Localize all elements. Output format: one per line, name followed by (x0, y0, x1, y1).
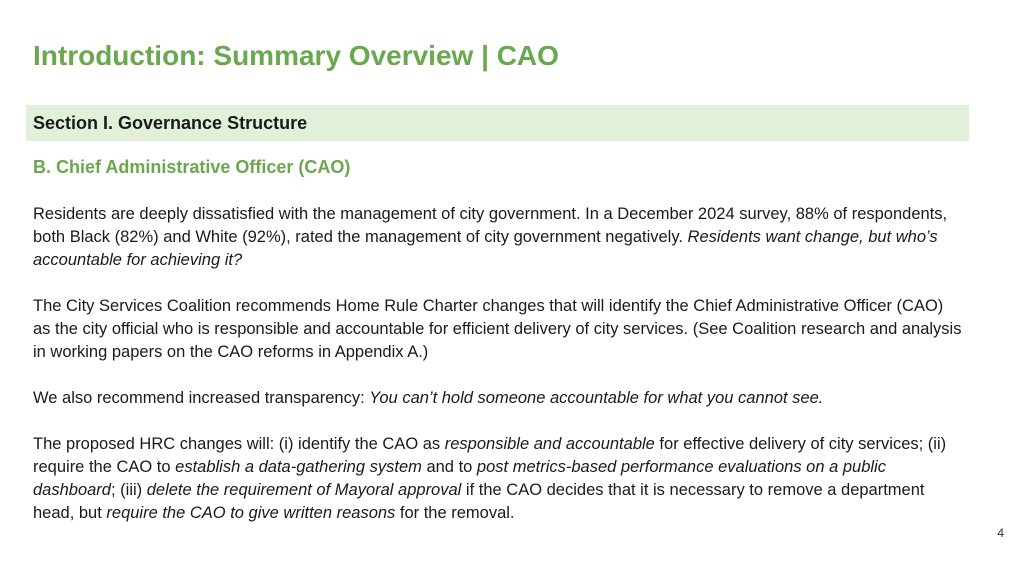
text-run: Residents are deeply dissatisfied with the management of city government. In a December 2024 survey, 88% of respondents, both Black (82%) and White (92%), rated the management of city government negatively. (33, 205, 948, 246)
subsection-heading: B. Chief Administrative Officer (CAO) (33, 157, 351, 177)
section-header-bar (26, 105, 969, 141)
emphasis-text: You can’t hold someone accountable for what you cannot see. (369, 389, 824, 407)
section-header-label: Section I. Governance Structure (33, 112, 308, 133)
page-number: 4 (997, 526, 1004, 540)
emphasis-text: require the CAO to give written reasons (106, 504, 396, 522)
emphasis-text: post metrics-based performance evaluations on a public dashboard (33, 458, 886, 499)
emphasis-text: Residents want change, but who’s accountable for achieving it? (33, 228, 938, 269)
paragraph-survey (33, 203, 963, 272)
emphasis-text: delete the requirement of Mayoral approval (146, 481, 462, 499)
text-run: The proposed HRC changes will: (i) identify the CAO as (33, 435, 445, 453)
emphasis-text: establish a data-gathering system (175, 458, 422, 476)
text-run: ; (iii) (110, 481, 147, 499)
body-text (33, 203, 963, 525)
text-run: for effective delivery of city services; (ii) require the CAO to (33, 435, 947, 476)
text-run: We also recommend increased transparency: (33, 389, 370, 407)
page-title: Introduction: Summary Overview | CAO (33, 40, 559, 71)
text-run: The City Services Coalition recommends Home Rule Charter changes that will identify the Chief Administrative Officer (CAO) as the city official who is responsible and accountable for efficient delivery of city services. (See Coalition research and analysis in working papers on the CAO reforms in Appendix A.) (33, 297, 962, 361)
emphasis-text: responsible and accountable (444, 435, 655, 453)
paragraph-transparency (33, 387, 963, 410)
text-run: and to (421, 458, 477, 476)
text-run: if the CAO decides that it is necessary to remove a department head, but (33, 481, 925, 522)
paragraph-proposed-changes (33, 433, 963, 525)
paragraph-recommendation (33, 295, 963, 364)
text-run: for the removal. (395, 504, 515, 522)
